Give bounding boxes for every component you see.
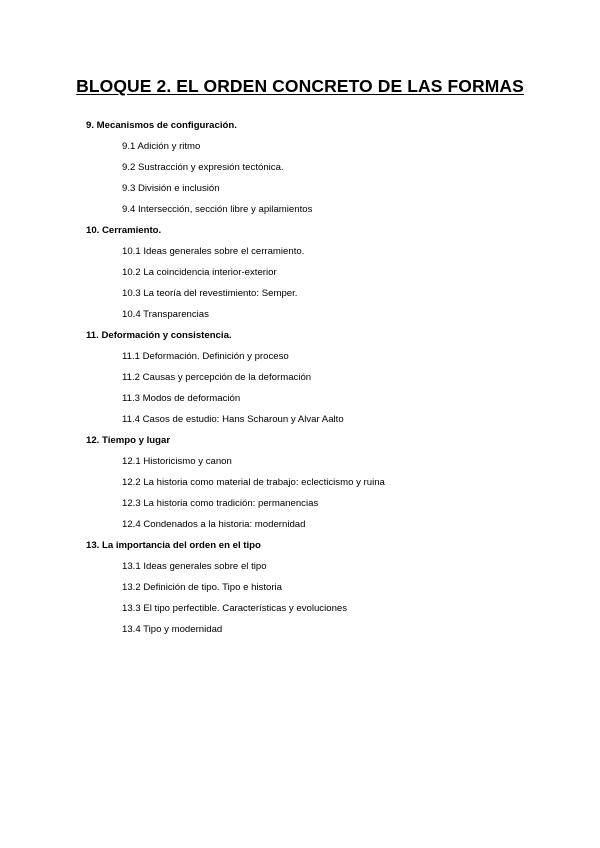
list-item: 9.4 Intersección, sección libre y apilamientos	[122, 204, 313, 215]
list-item: 12.2 La historia como material de trabajo: eclecticismo y ruina	[122, 477, 385, 488]
section-11	[86, 330, 556, 426]
list-item: 13.1 Ideas generales sobre el tipo	[122, 561, 267, 572]
section-10	[86, 225, 556, 321]
list-item: 11.3 Modos de deformación	[122, 393, 241, 404]
list-item: 11.4 Casos de estudio: Hans Scharoun y Alvar Aalto	[122, 414, 344, 425]
section-title: 11. Deformación y consistencia.	[86, 330, 232, 341]
list-item: 12.1 Historicismo y canon	[122, 456, 232, 467]
list-item: 10.4 Transparencias	[122, 309, 209, 320]
list-item: 10.2 La coincidencia interior-exterior	[122, 267, 277, 278]
list-item: 9.2 Sustracción y expresión tectónica.	[122, 162, 284, 173]
list-item: 11.1 Deformación. Definición y proceso	[122, 351, 289, 362]
section-title: 13. La importancia del orden en el tipo	[86, 540, 261, 551]
list-item: 9.1 Adición y ritmo	[122, 141, 201, 152]
list-item: 13.4 Tipo y modernidad	[122, 624, 223, 635]
list-item: 10.3 La teoría del revestimiento: Semper.	[122, 288, 298, 299]
table-of-contents	[86, 120, 556, 645]
list-item: 12.4 Condenados a la historia: modernidad	[122, 519, 306, 530]
section-13	[86, 540, 556, 636]
section-9	[86, 120, 556, 216]
list-item: 13.3 El tipo perfectible. Características y evoluciones	[122, 603, 348, 614]
page-title: BLOQUE 2. EL ORDEN CONCRETO DE LAS FORMAS	[76, 76, 524, 96]
list-item: 10.1 Ideas generales sobre el cerramiento.	[122, 246, 305, 257]
section-12	[86, 435, 556, 531]
list-item: 11.2 Causas y percepción de la deformación	[122, 372, 312, 383]
list-item: 9.3 División e inclusión	[122, 183, 220, 194]
section-title: 10. Cerramiento.	[86, 225, 162, 236]
section-title: 9. Mecanismos de configuración.	[86, 120, 237, 131]
list-item: 13.2 Definición de tipo. Tipo e historia	[122, 582, 282, 593]
section-title: 12. Tiempo y lugar	[86, 435, 171, 446]
list-item: 12.3 La historia como tradición: permanencias	[122, 498, 319, 509]
